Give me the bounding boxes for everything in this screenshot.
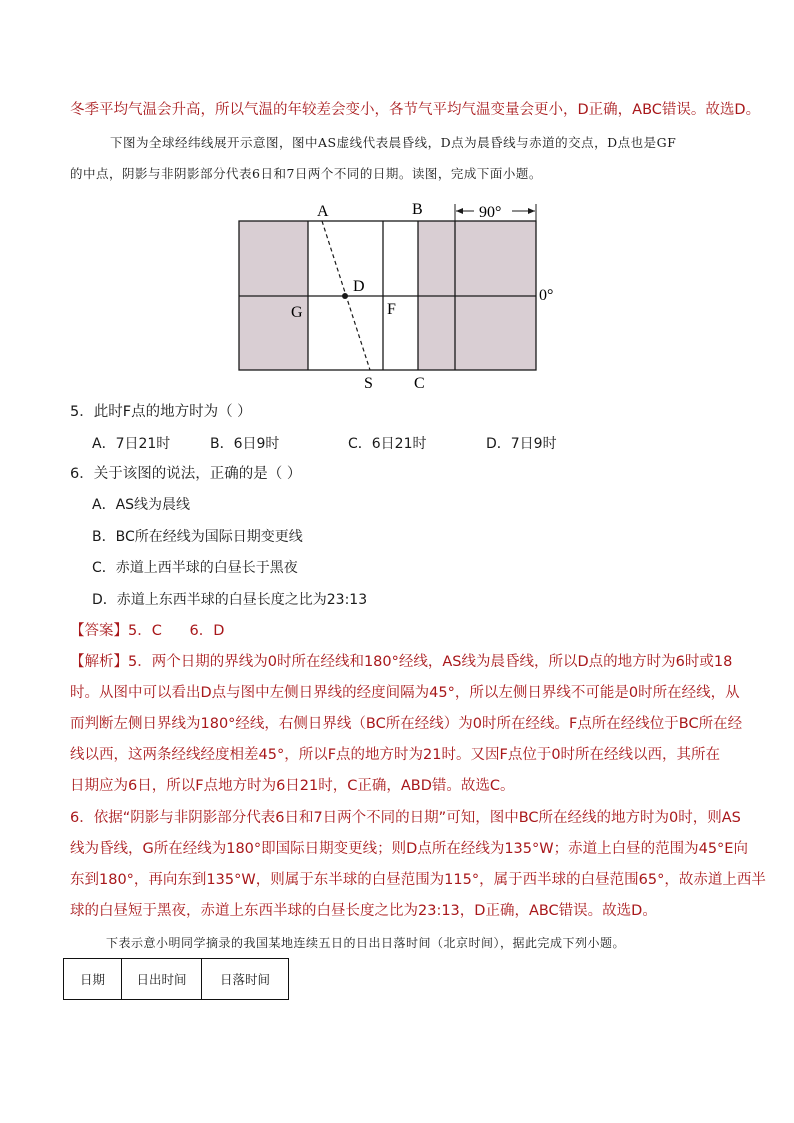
graticule-figure: [0, 195, 794, 395]
analysis-p5-line: 5．两个日期的界线为0时所在经线和180°经线，AS线为晨昏线，所以D点的地方时为6时或18: [128, 654, 733, 670]
label-b: B: [412, 201, 423, 218]
table-header-date: 日期: [64, 959, 122, 1000]
q6-stem: 6．关于该图的说法，正确的是（ ）: [70, 466, 302, 482]
question-intro-line-1: 下图为全球经纬线展开示意图，图中AS虚线代表晨昏线，D点为晨昏线与赤道的交点，D点也是GF: [110, 135, 677, 150]
label-equator: 0°: [539, 287, 554, 304]
label-f: F: [387, 301, 396, 318]
label-g: G: [291, 304, 303, 321]
previous-answer-line: 冬季平均气温会升高，所以气温的年较差会变小，各节气平均气温变量会更小，D正确，ABC错误。故选D。: [70, 102, 761, 118]
q5-option-c[interactable]: C．6日21时: [348, 436, 427, 452]
q6-option-a[interactable]: A．AS线为晨线: [92, 497, 191, 513]
table-header-sunrise: 日出时间: [122, 959, 202, 1000]
arrowhead-left: [456, 208, 463, 214]
answer-text: 5．C 6．D: [128, 623, 225, 639]
analysis-p6-line: 球的白昼短于黑夜，赤道上东西半球的白昼长度之比为23:13，D正确，ABC错误。故选D。: [70, 903, 657, 919]
label-c: C: [414, 375, 425, 392]
q6-option-d[interactable]: D．赤道上东西半球的白昼长度之比为23:13: [92, 592, 368, 608]
analysis-p6-line: 东到180°，再向东到135°W，则属于东半球的白昼范围为115°，属于西半球的白昼范围65°，故赤道上西半: [70, 872, 766, 888]
analysis-p5-line: 而判断左侧日界线为180°经线，右侧日界线（BC所在经线）为0时所在经线。F点所在经线位于BC所在经: [70, 716, 743, 732]
label-d: D: [353, 278, 365, 295]
q5-option-a[interactable]: A．7日21时: [92, 436, 171, 452]
analysis-p5-line: 时。从图中可以看出D点与图中左侧日界线的经度间隔为45°，所以左侧日界线不可能是0时所在经线，从: [70, 685, 740, 701]
point-d: [342, 293, 348, 299]
q5-option-d[interactable]: D．7日9时: [486, 436, 557, 452]
label-interval: 90°: [479, 204, 502, 221]
analysis-label: 【解析】: [70, 654, 128, 670]
answer-label: 【答案】: [70, 623, 128, 639]
q6-option-c[interactable]: C．赤道上西半球的白昼长于黑夜: [92, 560, 298, 576]
table-header-sunset: 日落时间: [202, 959, 289, 1000]
q5-option-b[interactable]: B．6日9时: [210, 436, 280, 452]
analysis-line-1: [70, 652, 732, 672]
arrowhead-right: [528, 208, 535, 214]
sunrise-sunset-table: [63, 958, 289, 1000]
analysis-p5-line: 线以西，这两条经线经度相差45°，所以F点的地方时为21时。又因F点位于0时所在经线以西，其所在: [70, 747, 721, 763]
label-a: A: [317, 203, 329, 220]
q6-option-b[interactable]: B．BC所在经线为国际日期变更线: [92, 529, 303, 545]
answer-line: [70, 621, 224, 641]
q5-stem: 5．此时F点的地方时为（ ）: [70, 404, 252, 420]
analysis-p6-line: 6．依据“阴影与非阴影部分代表6日和7日两个不同的日期”可知，图中BC所在经线的地方时为0时，则AS: [70, 810, 741, 826]
next-question-intro: 下表示意小明同学摘录的我国某地连续五日的日出日落时间（北京时间），据此完成下列小题。: [106, 936, 626, 950]
label-s: S: [364, 375, 373, 392]
question-intro-line-2: 的中点，阴影与非阴影部分代表6日和7日两个不同的日期。读图，完成下面小题。: [70, 166, 542, 181]
analysis-p6-line: 线为昏线，G所在经线为180°即国际日期变更线；则D点所在经线为135°W；赤道上白昼的范围为45°E向: [70, 841, 748, 857]
table-header-row: [64, 959, 289, 1000]
analysis-p5-line: 日期应为6日，所以F点地方时为6日21时，C正确，ABD错。故选C。: [70, 778, 515, 794]
